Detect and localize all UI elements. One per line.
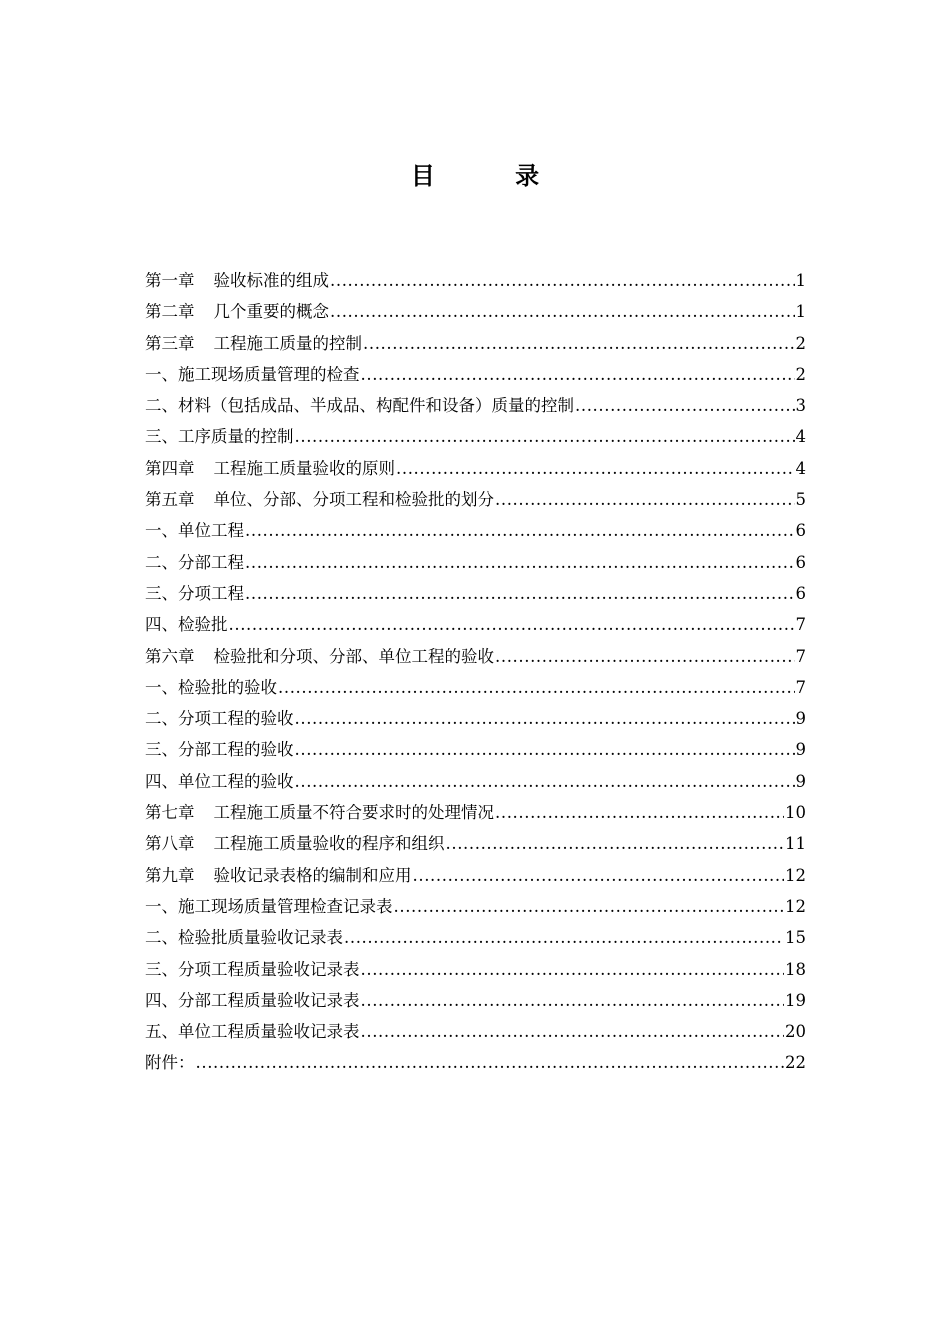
toc-dot-leader	[344, 922, 784, 953]
table-of-contents	[145, 265, 806, 1079]
toc-dot-leader	[361, 985, 785, 1016]
toc-entry-label	[145, 641, 494, 672]
toc-dot-leader	[575, 390, 795, 421]
toc-entry[interactable]	[145, 359, 806, 390]
toc-entry-label	[145, 296, 329, 327]
toc-dot-leader	[446, 828, 785, 859]
toc-dot-leader	[245, 547, 795, 578]
toc-dot-leader	[229, 609, 795, 640]
toc-dot-leader	[295, 703, 795, 734]
toc-page-number: 1	[795, 302, 806, 322]
toc-page-number: 7	[795, 677, 806, 697]
toc-entry-label	[145, 672, 277, 703]
toc-page-number: 6	[795, 521, 806, 541]
toc-page-number: 20	[785, 1022, 806, 1042]
toc-entry-text: 验收标准的组成	[213, 271, 329, 290]
toc-entry-text: 一、单位工程	[145, 521, 244, 541]
toc-page-number: 3	[795, 396, 806, 416]
toc-entry[interactable]	[145, 734, 806, 765]
toc-page-number: 6	[795, 552, 806, 572]
toc-entry[interactable]	[145, 390, 806, 421]
toc-entry-label	[145, 484, 494, 515]
toc-entry-text: 五、单位工程质量验收记录表	[145, 1022, 360, 1042]
toc-dot-leader	[196, 1047, 785, 1078]
toc-entry-text: 二、分项工程的验收	[145, 709, 294, 729]
toc-chapter-number: 第六章	[145, 646, 195, 666]
toc-dot-leader	[361, 359, 795, 390]
toc-page-number: 1	[795, 271, 806, 290]
toc-entry-text: 一、检验批的验收	[145, 677, 277, 697]
toc-page-number: 9	[795, 709, 806, 729]
toc-chapter-number: 第九章	[145, 865, 195, 885]
toc-entry[interactable]	[145, 578, 806, 609]
toc-entry[interactable]	[145, 1047, 806, 1078]
toc-entry[interactable]	[145, 641, 806, 672]
toc-page-number: 22	[785, 1053, 806, 1073]
toc-page-number: 9	[795, 771, 806, 791]
toc-entry-label	[145, 609, 228, 640]
toc-dot-leader	[363, 328, 795, 359]
toc-entry-text: 工程施工质量验收的原则	[213, 458, 395, 478]
toc-entry[interactable]	[145, 547, 806, 578]
toc-entry-label	[145, 265, 329, 296]
toc-entry-text: 四、检验批	[145, 615, 228, 635]
toc-page-number: 4	[795, 458, 806, 478]
toc-entry[interactable]	[145, 484, 806, 515]
toc-entry[interactable]	[145, 265, 806, 296]
toc-dot-leader	[245, 578, 795, 609]
toc-entry-label	[145, 359, 360, 390]
toc-entry[interactable]	[145, 954, 806, 985]
toc-entry-text: 二、分部工程	[145, 552, 244, 572]
toc-entry-label	[145, 578, 244, 609]
toc-dot-leader	[495, 797, 784, 828]
toc-dot-leader	[396, 453, 795, 484]
toc-dot-leader	[330, 265, 795, 296]
toc-entry-label	[145, 766, 294, 797]
toc-entry-text: 三、分项工程质量验收记录表	[145, 959, 360, 979]
toc-dot-leader	[495, 641, 795, 672]
toc-entry[interactable]	[145, 515, 806, 546]
toc-page-number: 2	[795, 333, 806, 353]
toc-entry-label	[145, 985, 360, 1016]
toc-dot-leader	[361, 954, 785, 985]
toc-entry-text: 验收记录表格的编制和应用	[213, 865, 412, 885]
toc-entry-label	[145, 922, 343, 953]
toc-dot-leader	[245, 515, 795, 546]
toc-entry-text: 附件：	[145, 1053, 195, 1073]
toc-chapter-number: 第一章	[145, 271, 195, 290]
toc-entry-label	[145, 828, 445, 859]
toc-entry-text: 三、工序质量的控制	[145, 427, 294, 447]
toc-entry-label	[145, 421, 294, 452]
toc-page-number: 5	[795, 490, 806, 510]
toc-dot-leader	[361, 1016, 785, 1047]
toc-entry-label	[145, 734, 294, 765]
toc-entry[interactable]	[145, 828, 806, 859]
toc-entry-text: 一、施工现场质量管理检查记录表	[145, 896, 393, 916]
toc-dot-leader	[413, 860, 785, 891]
toc-chapter-number: 第五章	[145, 490, 195, 510]
toc-entry[interactable]	[145, 766, 806, 797]
page-title: 目 录	[410, 162, 576, 190]
toc-dot-leader	[295, 734, 795, 765]
toc-entry[interactable]	[145, 421, 806, 452]
toc-entry[interactable]	[145, 797, 806, 828]
toc-entry[interactable]	[145, 860, 806, 891]
toc-dot-leader	[278, 672, 795, 703]
toc-entry-text: 一、施工现场质量管理的检查	[145, 364, 360, 384]
toc-entry-text: 三、分项工程	[145, 583, 244, 603]
toc-entry-label	[145, 547, 244, 578]
toc-entry-label	[145, 1047, 195, 1078]
toc-page-number: 2	[795, 364, 806, 384]
toc-entry-label	[145, 703, 294, 734]
toc-dot-leader	[295, 766, 795, 797]
toc-entry[interactable]	[145, 672, 806, 703]
toc-page-number: 12	[785, 865, 806, 885]
toc-page-number: 15	[785, 928, 806, 948]
toc-page-number: 12	[785, 896, 806, 916]
toc-dot-leader	[295, 421, 795, 452]
toc-chapter-number: 第二章	[145, 302, 195, 322]
toc-entry-label	[145, 453, 395, 484]
toc-entry-label	[145, 797, 494, 828]
toc-entry[interactable]	[145, 922, 806, 953]
toc-page-number: 6	[795, 583, 806, 603]
toc-dot-leader	[394, 891, 785, 922]
toc-entry[interactable]	[145, 328, 806, 359]
toc-entry-text: 检验批和分项、分部、单位工程的验收	[213, 646, 494, 666]
toc-page-number: 19	[785, 990, 806, 1010]
toc-page-number: 7	[795, 615, 806, 635]
toc-entry-label	[145, 390, 574, 421]
toc-chapter-number: 第三章	[145, 333, 195, 353]
toc-chapter-number: 第七章	[145, 803, 195, 823]
toc-entry[interactable]	[145, 609, 806, 640]
toc-entry-label	[145, 328, 362, 359]
toc-entry[interactable]	[145, 985, 806, 1016]
toc-page-number: 11	[785, 834, 806, 854]
toc-entry-text: 几个重要的概念	[213, 302, 329, 322]
toc-entry[interactable]	[145, 703, 806, 734]
toc-chapter-number: 第四章	[145, 458, 195, 478]
toc-dot-leader	[330, 296, 795, 327]
toc-entry-label	[145, 515, 244, 546]
toc-page-number: 18	[785, 959, 806, 979]
toc-chapter-number: 第八章	[145, 834, 195, 854]
toc-entry-text: 四、分部工程质量验收记录表	[145, 990, 360, 1010]
toc-entry-label	[145, 1016, 360, 1047]
toc-entry-text: 工程施工质量验收的程序和组织	[213, 834, 445, 854]
toc-entry[interactable]	[145, 891, 806, 922]
toc-page-number: 7	[795, 646, 806, 666]
toc-entry-label	[145, 954, 360, 985]
toc-entry-text: 四、单位工程的验收	[145, 771, 294, 791]
toc-entry-label	[145, 891, 393, 922]
toc-entry-text: 三、分部工程的验收	[145, 740, 294, 760]
toc-entry-text: 二、检验批质量验收记录表	[145, 928, 343, 948]
toc-entry-text: 工程施工质量不符合要求时的处理情况	[213, 803, 494, 823]
toc-dot-leader	[495, 484, 795, 515]
toc-page-number: 10	[785, 803, 806, 823]
toc-entry[interactable]	[145, 453, 806, 484]
toc-entry[interactable]	[145, 1016, 806, 1047]
toc-page-number: 4	[795, 427, 806, 447]
toc-entry-text: 工程施工质量的控制	[213, 333, 362, 353]
toc-entry-text: 二、材料（包括成品、半成品、构配件和设备）质量的控制	[145, 396, 574, 416]
toc-entry[interactable]	[145, 296, 806, 327]
toc-entry-text: 单位、分部、分项工程和检验批的划分	[213, 490, 494, 510]
toc-page-number: 9	[795, 740, 806, 760]
toc-entry-label	[145, 860, 412, 891]
